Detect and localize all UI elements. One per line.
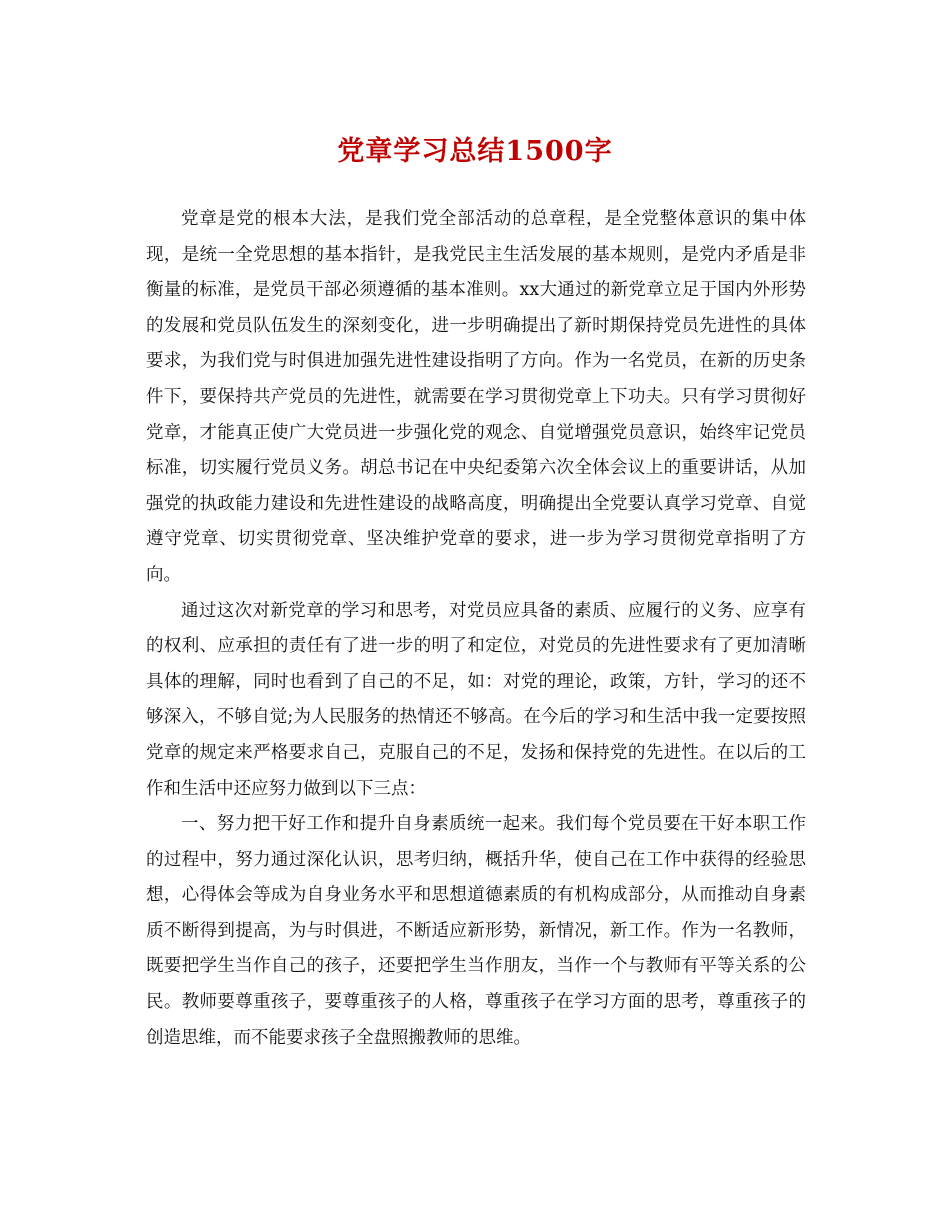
paragraph-2: 通过这次对新党章的学习和思考，对党员应具备的素质、应履行的义务、应享有的权利、应承担的责任有了进一步的明了和定位，对党员的先进性要求有了更加清晰具体的理解，同时也看到了自己的不足，如：对党的理论，政策，方针，学习的还不够深入，不够自觉;为人民服务的热情还不够高。在今后的学习和生活中我一定要按照党章的规定来严格要求自己，克服自己的不足，发扬和保持党的先进性。在以后的工作和生活中还应努力做到以下三点：	[146, 600, 806, 799]
page-title: 党章学习总结1500字	[337, 136, 613, 167]
document-body	[146, 202, 806, 1056]
paragraph-1: 党章是党的根本大法，是我们党全部活动的总章程，是全党整体意识的集中体现，是统一全党思想的基本指针，是我党民主生活发展的基本规则，是党内矛盾是非衡量的标准，是党员干部必须遵循的基本准则。xx大通过的新党章立足于国内外形势的发展和党员队伍发生的深刻变化，进一步明确提出了新时期保持党员先进性的具体要求，为我们党与时俱进加强先进性建设指明了方向。作为一名党员，在新的历史条件下，要保持共产党员的先进性，就需要在学习贯彻党章上下功夫。只有学习贯彻好党章，才能真正使广大党员进一步强化党的观念、自觉增强党员意识，始终牢记党员标准，切实履行党员义务。胡总书记在中央纪委第六次全体会议上的重要讲话，从加强党的执政能力建设和先进性建设的战略高度，明确提出全党要认真学习党章、自觉遵守党章、切实贯彻党章、坚决维护党章的要求，进一步为学习贯彻党章指明了方向。	[146, 209, 806, 585]
paragraph-3: 一、努力把干好工作和提升自身素质统一起来。我们每个党员要在干好本职工作的过程中，努力通过深化认识，思考归纳，概括升华，使自己在工作中获得的经验思想，心得体会等成为自身业务水平和思想道德素质的有机构成部分，从而推动自身素质不断得到提高，为与时俱进，不断适应新形势，新情况，新工作。作为一名教师，既要把学生当作自己的孩子，还要把学生当作朋友，当作一个与教师有平等关系的公民。教师要尊重孩子，要尊重孩子的人格，尊重孩子在学习方面的思考，尊重孩子的创造思维，而不能要求孩子全盘照搬教师的思维。	[146, 814, 806, 1048]
